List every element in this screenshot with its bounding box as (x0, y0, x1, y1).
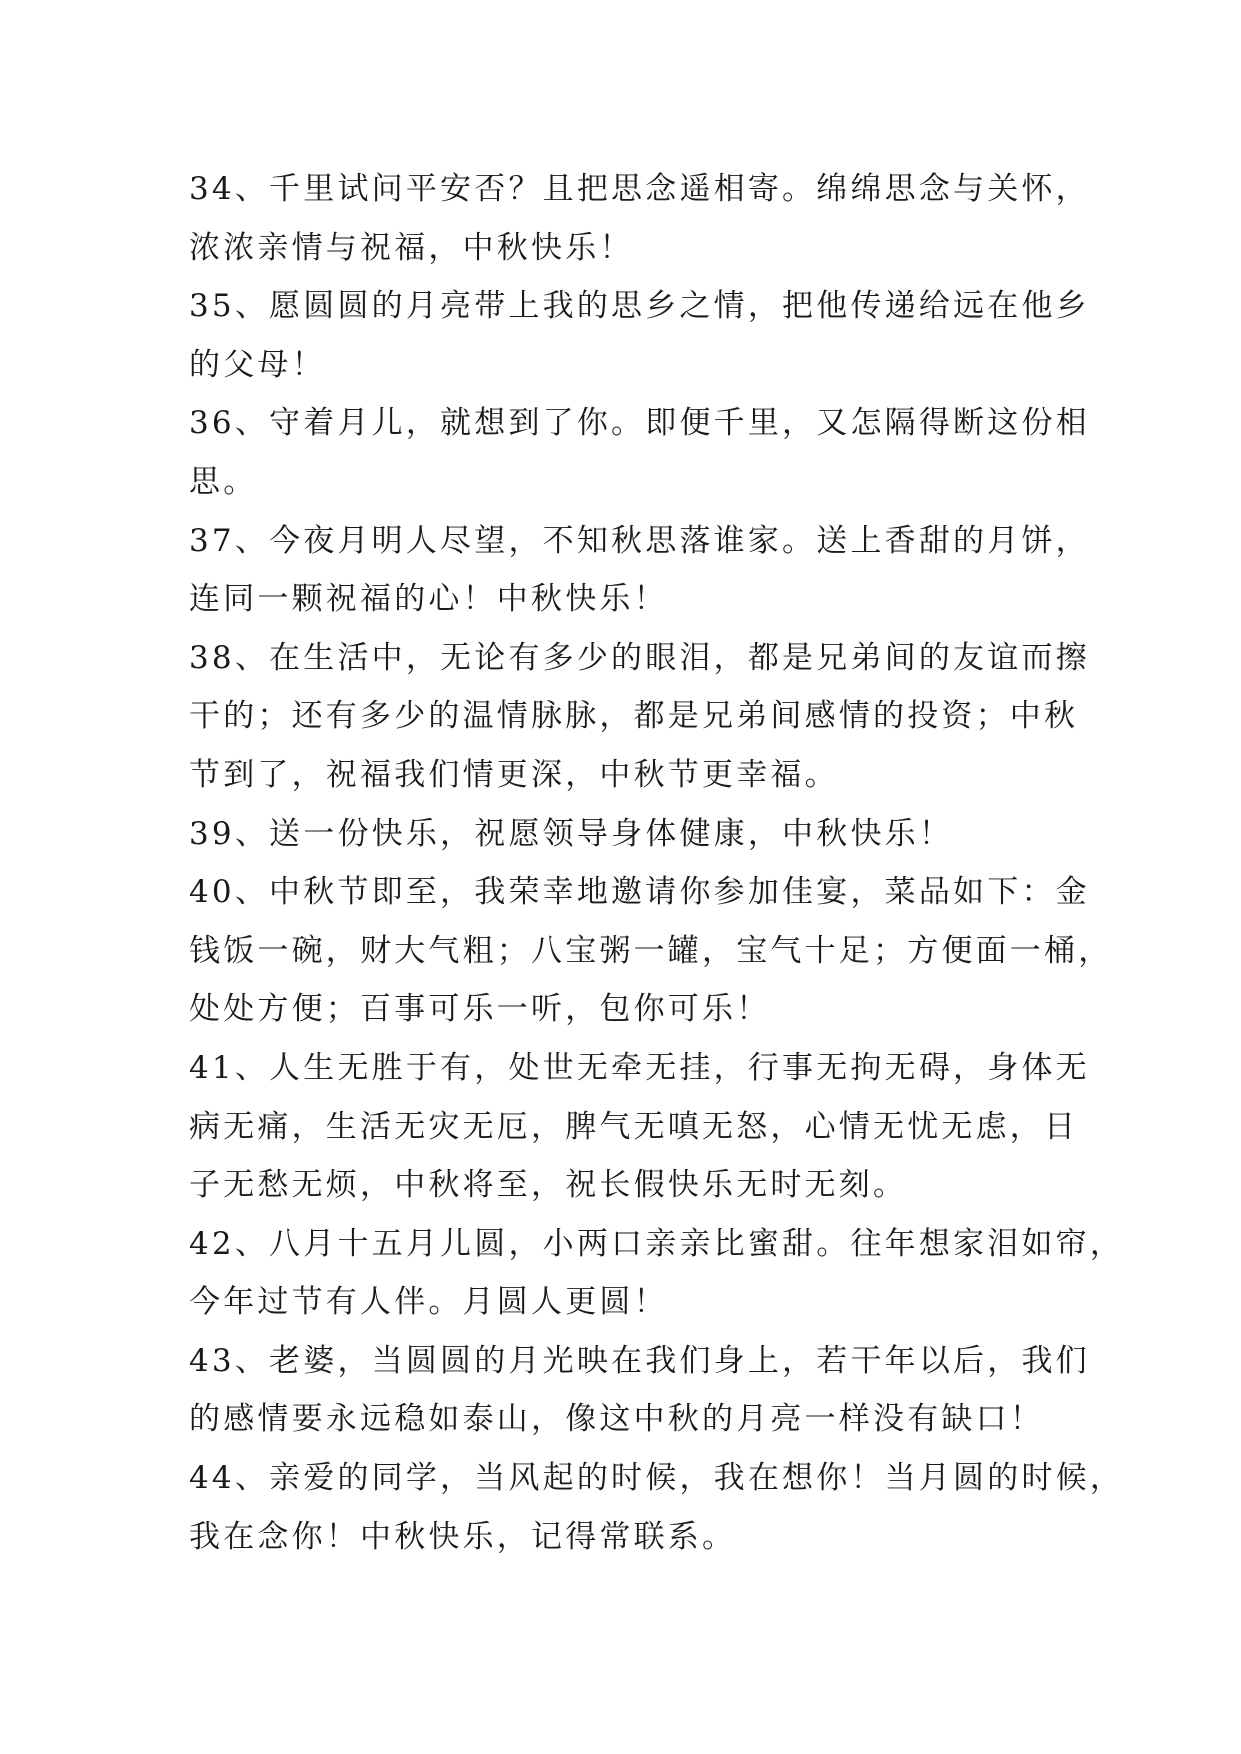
entry-34 (189, 160, 1090, 277)
entry-43 (189, 1332, 1090, 1449)
entry-line: 35、愿圆圆的月亮带上我的思乡之情，把他传递给远在他乡 (189, 288, 1090, 325)
entry-37 (189, 512, 1090, 629)
entry-line: 病无痛，生活无灾无厄，脾气无嗔无怒，心情无忧无虑，日 (189, 1108, 1079, 1145)
entry-36 (189, 394, 1090, 511)
entry-line: 40、中秋节即至，我荣幸地邀请你参加佳宴，菜品如下：金 (189, 874, 1090, 911)
entry-line: 钱饭一碗，财大气粗；八宝粥一罐，宝气十足；方便面一桶， (189, 932, 1113, 969)
entry-line: 我在念你！中秋快乐，记得常联系。 (189, 1518, 737, 1555)
entry-line: 处处方便；百事可乐一听，包你可乐！ (189, 991, 771, 1028)
entry-line: 36、守着月儿，就想到了你。即便千里，又怎隔得断这份相 (189, 405, 1090, 442)
entry-line: 42、八月十五月儿圆，小两口亲亲比蜜甜。往年想家泪如帘， (189, 1225, 1125, 1262)
entry-line: 43、老婆，当圆圆的月光映在我们身上，若干年以后，我们 (189, 1342, 1090, 1379)
entry-41 (189, 1039, 1090, 1215)
entry-42 (189, 1215, 1125, 1332)
entry-line: 思。 (189, 463, 258, 500)
entry-line: 干的；还有多少的温情脉脉，都是兄弟间感情的投资；中秋 (189, 698, 1079, 735)
entry-line: 41、人生无胜于有，处世无牵无挂，行事无拘无碍，身体无 (189, 1049, 1090, 1086)
entry-line: 44、亲爱的同学，当风起的时候，我在想你！当月圆的时候， (189, 1460, 1125, 1497)
entry-40 (189, 863, 1113, 1039)
entry-39 (189, 805, 1069, 864)
entry-line: 浓浓亲情与祝福，中秋快乐！ (189, 229, 634, 266)
document-body (189, 160, 1125, 1566)
entry-line: 39、送一份快乐，祝愿领导身体健康，中秋快乐！ (189, 815, 954, 852)
entry-line: 今年过节有人伴。月圆人更圆！ (189, 1284, 668, 1321)
entry-line: 节到了，祝福我们情更深，中秋节更幸福。 (189, 756, 839, 793)
entry-line: 连同一颗祝福的心！中秋快乐！ (189, 581, 668, 618)
entry-line: 34、千里试问平安否？且把思念遥相寄。绵绵思念与关怀， (189, 171, 1090, 207)
entry-line: 的感情要永远稳如泰山，像这中秋的月亮一样没有缺口！ (189, 1401, 1044, 1438)
entry-line: 38、在生活中，无论有多少的眼泪，都是兄弟间的友谊而擦 (189, 639, 1090, 676)
entry-44 (189, 1449, 1125, 1566)
entry-line: 的父母！ (189, 346, 326, 383)
entry-38 (189, 629, 1090, 805)
entry-line: 子无愁无烦，中秋将至，祝长假快乐无时无刻。 (189, 1167, 908, 1204)
entry-35 (189, 277, 1090, 394)
entry-line: 37、今夜月明人尽望，不知秋思落谁家。送上香甜的月饼， (189, 522, 1090, 559)
